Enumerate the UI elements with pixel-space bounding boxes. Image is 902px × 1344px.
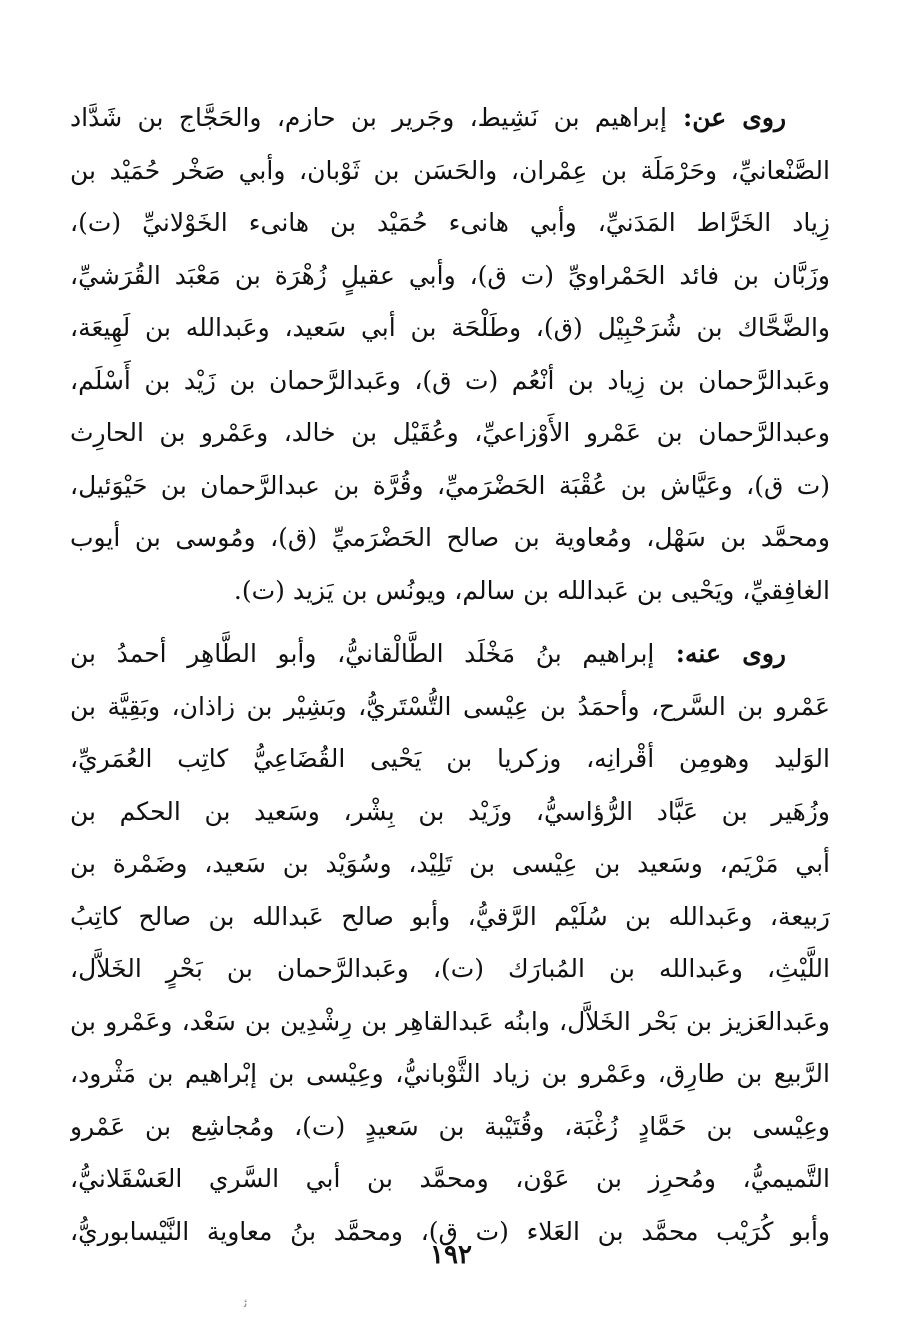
text-line: الغافِقيِّ، ويَحْيى بن عَبدالله بن سالم، ويونُس بن يَزيد (ت).	[233, 575, 830, 605]
text-line: (ت ق)، وعَيَّاش بن عُقْبَة الحَضْرَميِّ، وقُرَّة بن عبدالرَّحمان بن حَيْوَئيل،	[70, 470, 830, 500]
page-number: ١٩٢	[430, 1240, 472, 1270]
text-line: عَمْرو بن السَّرح، وأحمَدُ بن عِيْسى التُّسْتَريُّ، وبَشِيْر بن زاذان، وبَقِيَّة بن	[70, 691, 830, 721]
line-text: إبراهيم بن نَشِيط، وجَرير بن حازم، والحَجَّاج بن شَدَّاد	[70, 103, 667, 132]
text-line: زِياد الخَرَّاط المَدَنيِّ، وأبي هانىء حُمَيْد بن هانىء الخَوْلانيِّ (ت)،	[70, 208, 830, 237]
text-line: وعَبدالرَّحمان بن زِياد بن أنْعُم (ت ق)، وعَبدالرَّحمان بن زَيْد بن أَسْلَم،	[70, 365, 830, 395]
paragraph-lead: روى عنه:	[654, 639, 786, 668]
paragraph-first-line	[70, 628, 830, 681]
paragraph-lead: روى عن:	[666, 103, 787, 132]
narrated-by-paragraph	[70, 628, 830, 1258]
text-line: رَبيعة، وعَبدالله بن سُلَيْم الرَّقيُّ، وأبو صالح عَبدالله بن صالح كاتِبُ	[70, 901, 830, 931]
text-line: اللَّيْثِ، وعَبدالله بن المُبارَك (ت)، وعَبدالرَّحمان بن بَحْرٍ الخَلاَّل،	[70, 954, 830, 983]
scan-speck: ﺋ	[244, 1296, 248, 1310]
text-line: والضَّحَّاك بن شُرَحْبِيْل (ق)، وطَلْحَة بن أبي سَعيد، وعَبدالله بن لَهِيعَة،	[70, 313, 830, 342]
text-line: أبي مَرْيَم، وسَعيد بن عِيْسى بن تَلِيْد، وسُوَيْد بن سَعيد، وضَمْرة بن	[70, 849, 830, 878]
text-line: ومحمَّد بن سَهْل، ومُعاوية بن صالح الحَضْرَميِّ (ق)، ومُوسى بن أيوب	[70, 523, 830, 552]
text-line: الرَّبيع بن طارِق، وعَمْرو بن زياد الثَّوْبانيُّ، وعِيْسى بن إبْراهيم بن مَثْرود،	[70, 1059, 830, 1088]
text-line: الوَليد وهومِن أقْرانِه، وزكريا بن يَحْيى القُضَاعِيُّ كاتِب العُمَريِّ،	[70, 744, 830, 773]
text-line: وعَبدالعَزيز بن بَحْر الخَلاَّل، وابنُه عَبدالقاهِر بن رِشْدِين بن سَعْد، وعَمْرو بن	[70, 1006, 830, 1036]
text-line: وأبو كُرَيْب محمَّد بن العَلاء (ت ق)، ومحمَّد بنُ معاوية النَّيْسابوريُّ،	[70, 1216, 830, 1246]
line-text: إبراهيم بنُ مَخْلَد الطَّالْقانيُّ، وأبو الطَّاهِر أحمدُ بن	[70, 639, 655, 668]
text-line: التَّميميُّ، ومُحرِز بن عَوْن، ومحمَّد بن أبي السَّري العَسْقَلانيُّ،	[70, 1164, 830, 1193]
narrated-from-paragraph	[70, 92, 830, 617]
paragraph-first-line	[70, 92, 830, 145]
text-line: وزُهَير بن عَبَّاد الرُّؤاسيُّ، وزَيْد بن بِشْر، وسَعيد بن الحكم بن	[70, 796, 830, 826]
text-line: وعبدالرَّحمان بن عَمْرو الأَوْزاعيِّ، وعُقَيْل بن خالد، وعَمْرو بن الحارِث	[70, 418, 830, 447]
text-line: الصَّنْعانيِّ، وحَرْمَلَة بن عِمْران، والحَسَن بن ثَوْبان، وأبي صَخْر حُمَيْد بن	[70, 155, 830, 185]
text-line: وزَبَّان بن فائد الحَمْراويِّ (ت ق)، وأبي عقيلٍ زُهْرَة بن مَعْبَد القُرَشيِّ،	[70, 260, 830, 290]
text-line: وعِيْسى بن حَمَّادٍ زُغْبَة، وقُتَيْبة بن سَعيدٍ (ت)، ومُجاشِع بن عَمْرو	[70, 1111, 830, 1141]
